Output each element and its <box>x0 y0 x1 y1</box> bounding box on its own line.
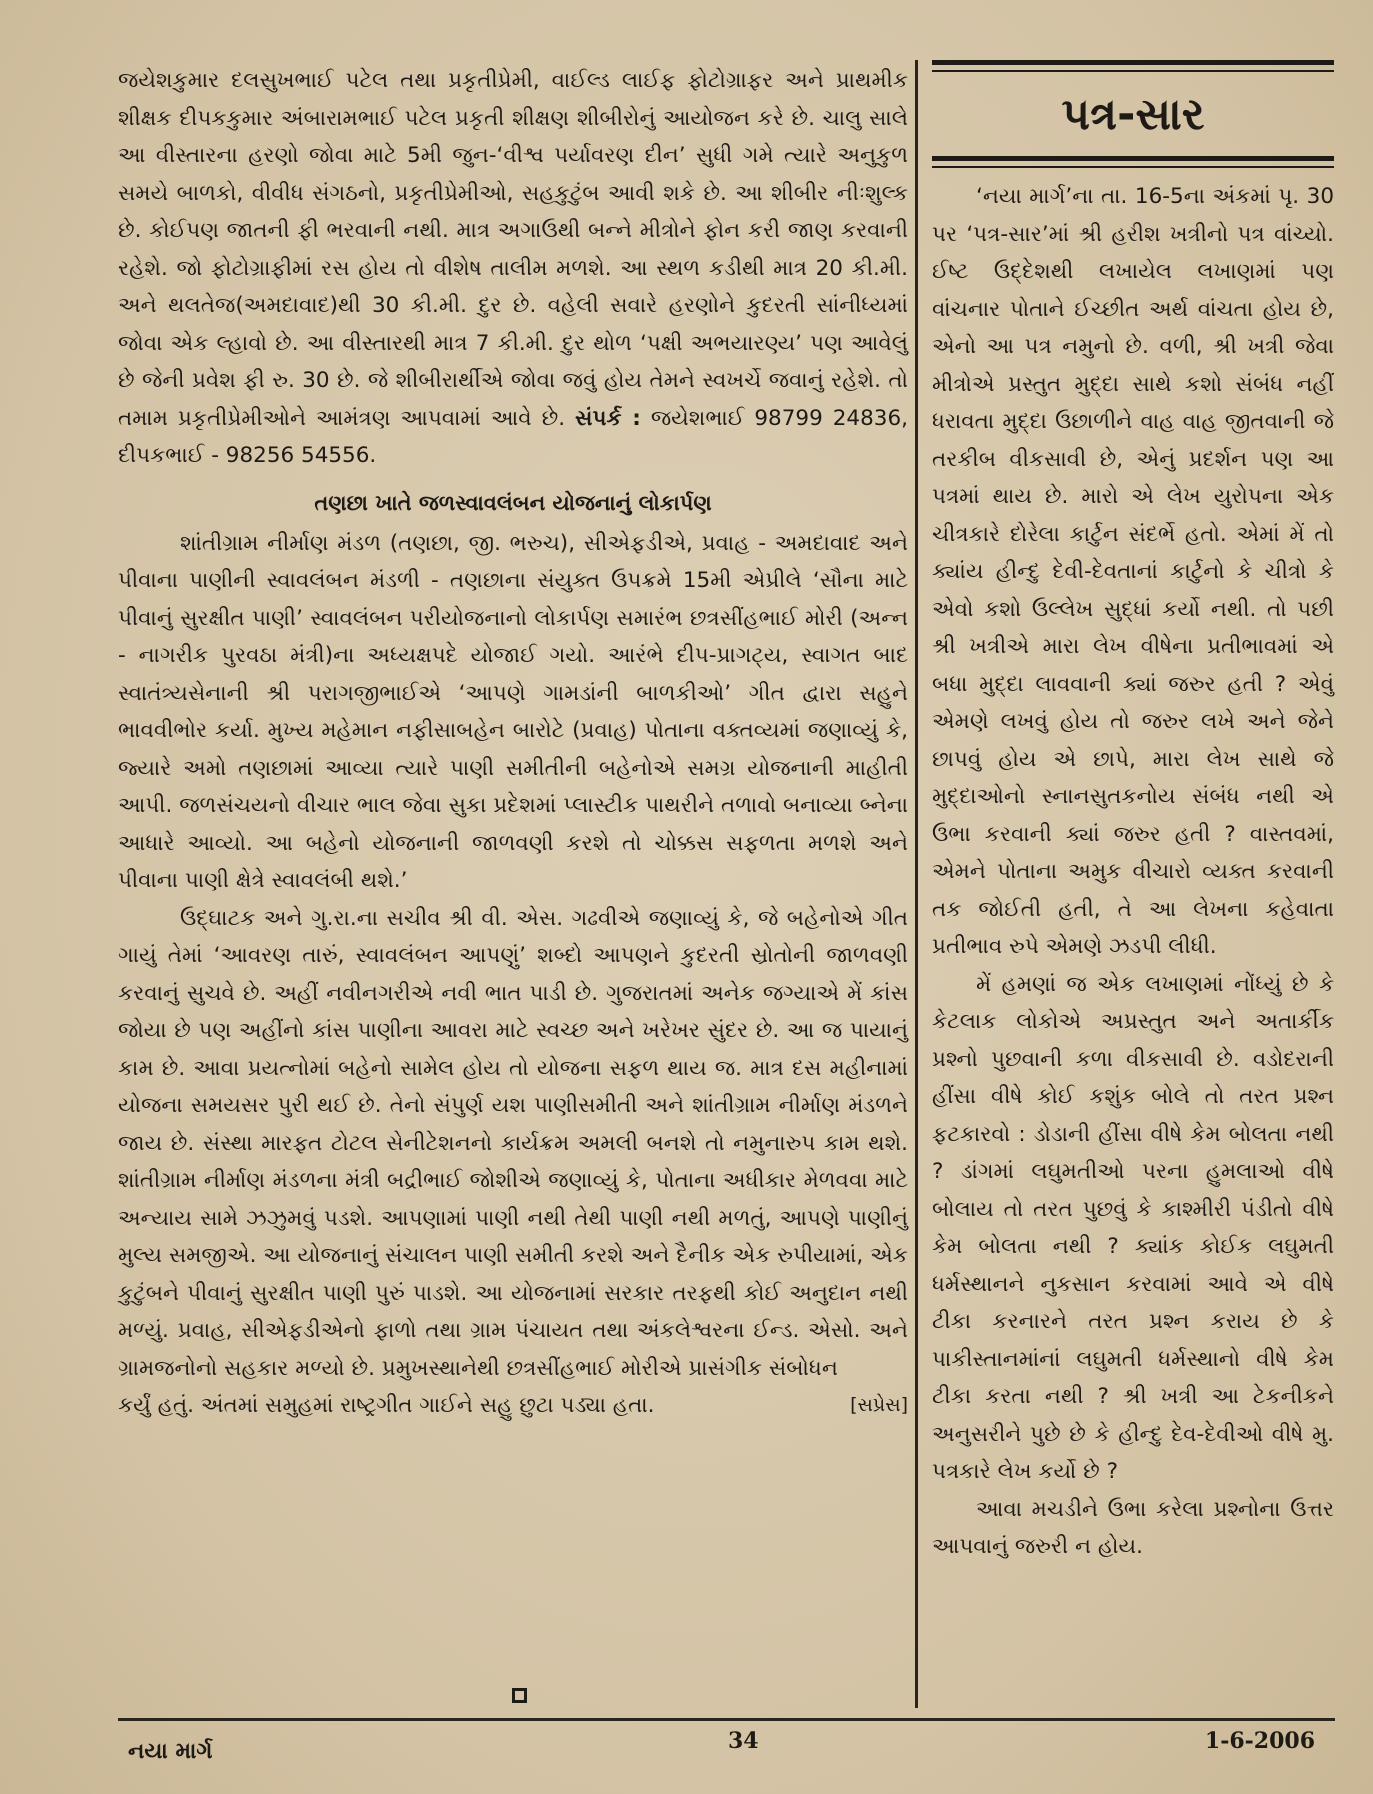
article-paragraph-2: શાંતીગ્રામ નીર્માણ મંડળ (તણછા, જી. ભરુચ), સીએફડીએ, પ્રવાહ - અમદાવાદ અને પીવાના પાણીની સ્વાવલંબન મંડળી - તણછાના સંયુક્ત ઉપક્રમે 15મી એપ્રીલે ‘સૌના માટે પીવાનું સુરક્ષીત પાણી’ સ્વાવલંબન પરીયોજનાનો લોકાર્પણ સમારંભ છત્રસીંહભાઈ મોરી (અન્ન - નાગરીક પુરવઠા મંત્રી)ના અધ્યક્ષપદે યોજાઈ ગયો. આરંભે દીપ-પ્રાગટ્ય, સ્વાગત બાદ સ્વાતંત્ર્યસેનાની શ્રી પરાગજીભાઈએ ‘આપણે ગામડાંની બાળકીઓ’ ગીત દ્વારા સહુને ભાવવીભોર કર્યા. મુખ્ય મહેમાન નફીસાબહેન બારોટે (પ્રવાહ) પોતાના વક્તવ્યમાં જણાવ્યું કે, જ્યારે અમો તણછામાં આવ્યા ત્યારે પાણી સમીતીની બહેનોએ સમગ્ર યોજનાની માહીતી આપી. જળસંચયનો વીચાર ભાલ જેવા સુકા પ્રદેશમાં પ્લાસ્ટીક પાથરીને તળાવો બનાવ્યા બ્નેના આધારે આવ્યો. આ બહેનો યોજનાની જાળવણી કરશે તો ચોક્કસ સફળતા મળશે અને પીવાના પાણી ક્ષેત્રે સ્વાવલંબી થશે.’ <box>118 530 908 893</box>
left-column <box>118 62 908 1425</box>
letter-paragraph-2: મેં હમણાં જ એક લખાણમાં નોંધ્યું છે કે કેટલાક લોકોએ અપ્રસ્તુત અને અતાર્કીક પ્રશ્નો પુછવાની કળા વીકસાવી છે. વડોદરાની હીંસા વીષે કોઈ કશુંક બોલે તો તરત પ્રશ્ન ફટકારવો : ડોડાની હીંસા વીષે કેમ બોલતા નથી ? ડાંગમાં લઘુમતીઓ પરના હુમલાઓ વીષે બોલાય તો તરત પુછવું કે કાશ્મીરી પંડીતો વીષે કેમ બોલતા નથી ? ક્યાંક કોઈક લઘુમતી ધર્મસ્થાનને નુકસાન કરવામાં આવે એ વીષે ટીકા કરનારને તરત પ્રશ્ન કરાય છે કે પાકીસ્તાનમાંનાં લઘુમતી ધર્મસ્થાનો વીષે કેમ ટીકા કરતા નથી ? શ્રી ખત્રી આ ટેકનીકને અનુસરીને પુછે છે કે હીન્દુ દેવ-દેવીઓ વીષે મુ. પત્રકારે લેખ કર્યો છે ? <box>932 971 1334 1484</box>
end-of-article-box-icon <box>512 1688 527 1703</box>
intro-paragraph <box>118 62 908 475</box>
letter-paragraph-3: આવા મચડીને ઉભા કરેલા પ્રશ્નોના ઉત્તર આપવાનું જરુરી ન હોય. <box>932 1496 1334 1559</box>
footer-page-number: 34 <box>728 1728 759 1754</box>
article-paragraph-3 <box>118 900 908 1388</box>
title-bottom-rule-thin <box>932 166 1334 168</box>
column-divider <box>915 60 918 1708</box>
closing-line <box>118 1387 908 1425</box>
press-credit: [સપ્રેસ] <box>850 1394 908 1416</box>
title-bottom-rule <box>932 156 1334 161</box>
section-title: પત્ર-સાર <box>1061 89 1205 140</box>
title-top-rule-thin <box>932 70 1334 72</box>
paragraph-3-body: ઉદ્ઘાટક અને ગુ.રા.ના સચીવ શ્રી વી. એસ. ગઢવીએ જણાવ્યું કે, જે બહેનોએ ગીત ગાયું તેમાં ‘આવરણ તારું, સ્વાવલંબન આપણું’ શબ્દો આપણને કુદરતી સ્રોતોની જાળવણી કરવાનું સુચવે છે. અહીં નવીનગરીએ નવી ભાત પાડી છે. ગુજરાતમાં અનેક જગ્યાએ મેં કાંસ જોયા છે પણ અહીંનો કાંસ પાણીના આવરા માટે સ્વચ્છ અને ખરેખર સુંદર છે. આ જ પાયાનું કામ છે. આવા પ્રયત્નોમાં બહેનો સામેલ હોય તો યોજના સફળ થાય જ. માત્ર દસ મહીનામાં યોજના સમયસર પુરી થઈ છે. તેનો સંપુર્ણ યશ પાણીસમીતી અને શાંતીગ્રામ નીર્માણ મંડળને જાય છે. સંસ્થા મારફત ટોટલ સેનીટેશનનો કાર્યક્રમ અમલી બનશે તો નમુનારુપ કામ થશે. શાંતીગ્રામ નીર્માણ મંડળના મંત્રી બદ્રીભાઈ જોશીએ જણાવ્યું કે, પોતાના અધીકાર મેળવવા માટે અન્યાય સામે ઝઝુમવું પડશે. આપણામાં પાણી નથી તેથી પાણી નથી મળતું, આપણે પાણીનું મુલ્ય સમજીએ. આ યોજનાનું સંચાલન પાણી સમીતી કરશે અને દૈનીક એક રુપીયામાં, એક કુટુંબને પીવાનું સુરક્ષીત પાણી પુરું પાડશે. આ યોજનામાં સરકાર તરફથી કોઈ અનુદાન નથી મળ્યું. પ્રવાહ, સીએફડીએનો ફાળો તથા ગ્રામ પંચાયત તથા અંકલેશ્વરના ઈન્ડ. એસો. અને ગ્રામજનોનો સહકાર મળ્યો છે. પ્રમુખસ્થાનેથી છત્રસીંહભાઈ મોરીએ પ્રાસંગીક સંબોધન <box>118 905 908 1381</box>
intro-text: જયેશકુમાર દલસુખભાઈ પટેલ તથા પ્રકૃતીપ્રેમી, વાઈલ્ડ લાઈફ ફોટોગ્રાફર અને પ્રાથમીક શીક્ષક દીપકકુમાર અંબારામભાઈ પટેલ પ્રકૃતી શીક્ષણ શીબીરોનું આયોજન કરે છે. ચાલુ સાલે આ વીસ્તારના હરણો જોવા માટે 5મી જુન-‘વીશ્વ પર્યાવરણ દીન’ સુધી ગમે ત્યારે અનુકુળ સમયે બાળકો, વીવીધ સંગઠનો, પ્રકૃતીપ્રેમીઓ, સહકુટુંબ આવી શકે છે. આ શીબીર નીઃશુલ્ક છે. કોઈપણ જાતની ફી ભરવાની નથી. માત્ર અગાઉથી બન્ને મીત્રોને ફોન કરી જાણ કરવાની રહેશે. જો ફોટોગ્રાફીમાં રસ હોય તો વીશેષ તાલીમ મળશે. આ સ્થળ કડીથી માત્ર 20 કી.મી. અને થલતેજ(અમદાવાદ)થી 30 કી.મી. દુર છે. વહેલી સવારે હરણોને કુદરતી સાંનીધ્યમાં જોવા એક લ્હાવો છે. આ વીસ્તારથી માત્ર 7 કી.મી. દુર થોળ ‘પક્ષી અભયારણ્ય’ પણ આવેલું છે જેની પ્રવેશ ફી રુ. 30 છે. જે શીબીરાર્થીએ જોવા જવું હોય તેમને સ્વખર્ચે જવાનું રહેશે. તો તમામ પ્રકૃતીપ્રેમીઓને આમંત્રણ આપવામાં આવે છે. <box>118 68 908 431</box>
contact-text: જયેશભાઈ 98799 24836, દીપકભાઈ - 98256 54556. <box>118 405 908 468</box>
contact-label: સંપર્ક : <box>575 405 641 431</box>
section-heading: તણછા ખાતે જળસ્વાવલંબન યોજનાનું લોકાર્પણ <box>314 490 712 515</box>
footer-rule <box>118 1718 1335 1721</box>
right-column <box>932 60 1334 1566</box>
footer-date: 1-6-2006 <box>1204 1728 1315 1754</box>
paragraph-3-last: કર્યું હતું. અંતમાં સમુહમાં રાષ્ટ્રગીત ગાઈને સહુ છુટા પડ્યા હતા. <box>118 1393 655 1418</box>
title-top-rule <box>932 60 1334 65</box>
letter-paragraph-1: ‘નયા માર્ગ’ના તા. 16-5ના અંકમાં પૃ. 30 પર ‘પત્ર-સાર’માં શ્રી હરીશ ખત્રીનો પત્ર વાંચ્યો. ઈષ્ટ ઉદ્દેશથી લખાયેલ લખાણમાં પણ વાંચનાર પોતાને ઈચ્છીત અર્થ વાંચતા હોય છે, એનો આ પત્ર નમુનો છે. વળી, શ્રી ખત્રી જેવા મીત્રોએ પ્રસ્તુત મુદ્દા સાથે કશો સંબંધ નહીં ધરાવતા મુદ્દા ઉછાળીને વાહ વાહ જીતવાની જે તરકીબ વીકસાવી છે, એનું પ્રદર્શન પણ આ પત્રમાં થાય છે. મારો એ લેખ યુરોપના એક ચીત્રકારે દોરેલા કાર્ટુન સંદર્ભે હતો. એમાં મેં તો ક્યાંય હીન્દુ દેવી-દેવતાનાં કાર્ટુનો કે ચીત્રો કે એવો કશો ઉલ્લેખ સુદ્ધાં કર્યો નથી. તો પછી શ્રી ખત્રીએ મારા લેખ વીષેના પ્રતીભાવમાં એ બધા મુદ્દા લાવવાની ક્યાં જરુર હતી ? એવું એમણે લખવું હોય તો જરુર લખે અને જેને છાપવું હોય એ છાપે, મારા લેખ સાથે જે મુદ્દાઓનો સ્નાનસુતકનોય સંબંધ નથી એ ઉભા કરવાની ક્યાં જરુર હતી ? વાસ્તવમાં, એમને પોતાના અમુક વીચારો વ્યક્ત કરવાની તક જોઈતી હતી, તે આ લેખના કહેવાતા પ્રતીભાવ રુપે એમણે ઝડપી લીધી. <box>932 184 1334 959</box>
footer-publication: નયા માર્ગ <box>128 1738 213 1764</box>
